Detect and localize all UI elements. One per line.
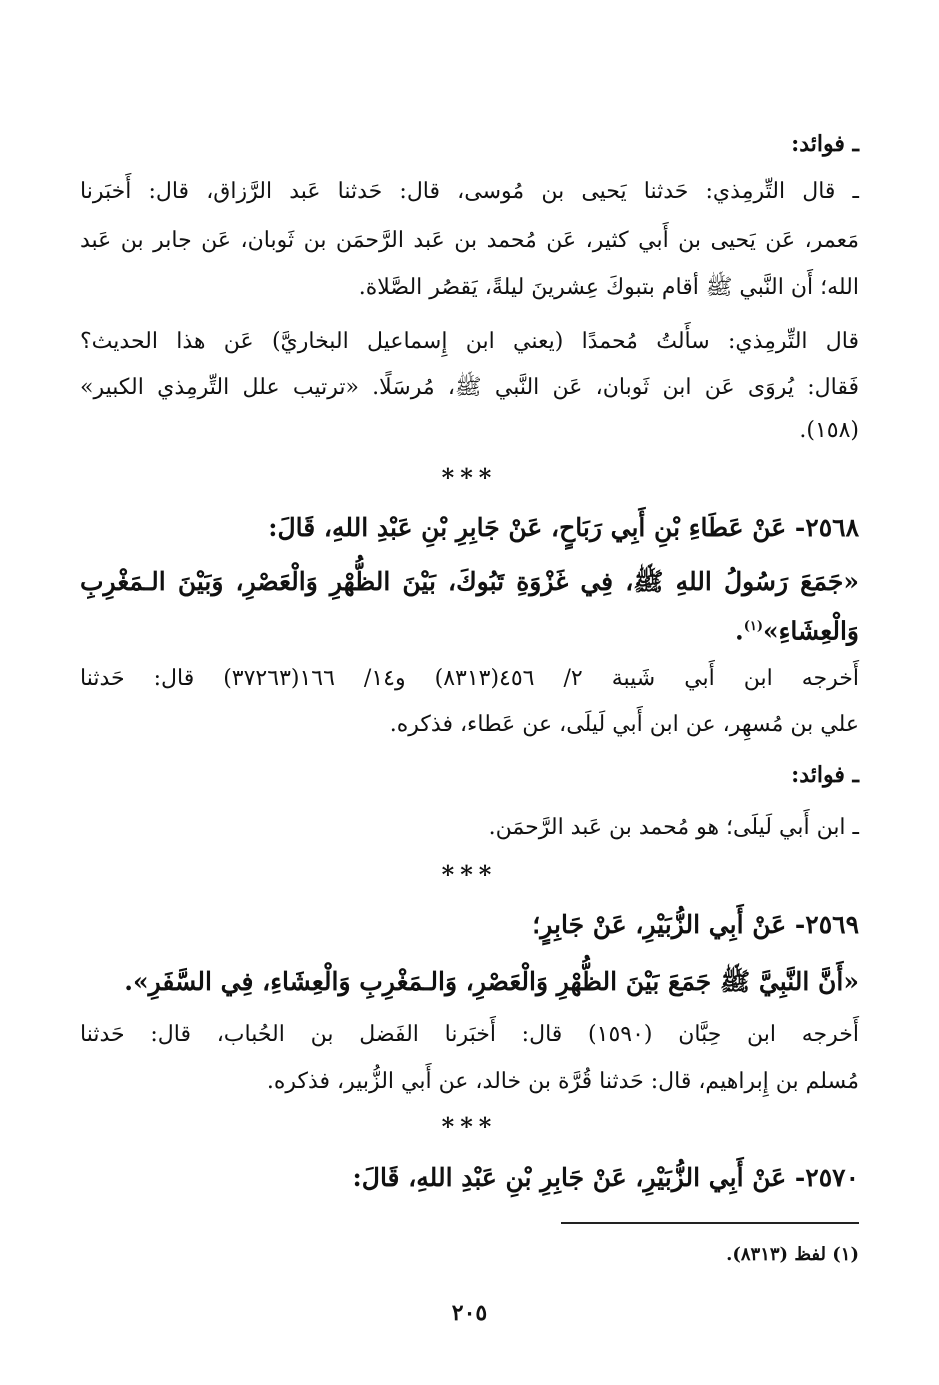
- section-separator: ***: [441, 860, 498, 889]
- fawaid-heading-1: ـ فوائد:: [791, 131, 859, 157]
- hadith-2569-takhrij: مُسلم بن إِبراهيم، قال: حَدثنا قُرَّة بن خالد، عن أَبي الزُّبير، فذكره.: [266, 1069, 859, 1094]
- hadith-2568-matn-text: وَالْعِشَاءِ»: [763, 616, 859, 646]
- fawaid-line: ـ قال التِّرمِذي: حَدثنا يَحيى بن مُوسى، قال: حَدثنا عَبد الرَّزاق، قال: أَخبَرنا: [80, 179, 859, 204]
- hadith-2568-takhrij: أَخرجه ابن أَبي شَيبة ٢/ ٤٥٦(٨٣١٣) و١٤/ ١٦٦(٣٧٢٦٣) قال: حَدثنا: [80, 666, 859, 691]
- footnote: (١) لفظ (٨٣١٣).: [726, 1244, 859, 1265]
- section-separator: ***: [441, 1112, 498, 1141]
- hadith-2569-matn: «أَنَّ النَّبِيَّ ﷺ جَمَعَ بَيْنَ الظُّهْرِ وَالْعَصْرِ، وَالـمَغْرِبِ وَالْعِشَاءِ، فِي السَّفَرِ».: [124, 967, 859, 996]
- section-separator: ***: [441, 463, 498, 492]
- hadith-2568-takhrij: علي بن مُسهِر، عن ابن أَبي لَيلَى، عن عَطاء، فذكره.: [389, 712, 859, 737]
- hadith-2569-takhrij: أَخرجه ابن حِبَّان (١٥٩٠) قال: أَخبَرنا الفَضل بن الحُباب، قال: حَدثنا: [80, 1022, 860, 1047]
- footnote-divider: [561, 1222, 859, 1224]
- fawaid-line: قال التِّرمِذي: سأَلتُ مُحمدًا (يعني ابن إِسماعيل البخاريَّ) عَن هذا الحديث؟: [80, 329, 859, 354]
- fawaid-line: (١٥٨).: [799, 418, 859, 443]
- hadith-2570-isnad: ٢٥٧٠- عَنْ أَبِي الزُّبَيْرِ، عَنْ جَابِرِ بْنِ عَبْدِ اللهِ، قَالَ:: [352, 1163, 859, 1192]
- hadith-2568-matn: «جَمَعَ رَسُولُ اللهِ ﷺ، فِي غَزْوَةِ تَبُوكَ، بَيْنَ الظُّهْرِ وَالْعَصْرِ، وَبَيْنَ الـمَغْرِبِ: [80, 567, 859, 596]
- hadith-2568-isnad: ٢٥٦٨- عَنْ عَطَاءِ بْنِ أَبِي رَبَاحٍ، عَنْ جَابِرِ بْنِ عَبْدِ اللهِ، قَالَ:: [268, 513, 859, 542]
- fawaid-note: ـ ابن أَبي لَيلَى؛ هو مُحمد بن عَبد الرَّحمَن.: [488, 815, 859, 840]
- fawaid-line: الله؛ أَن النَّبي ﷺ أقام بتبوكَ عِشرينَ ليلةً، يَقصُر الصَّلاة.: [358, 275, 859, 300]
- footnote-ref: (١): [743, 619, 763, 634]
- hadith-2568-matn-end: [735, 607, 859, 651]
- period: .: [734, 616, 744, 646]
- fawaid-line: فَقال: يُروَى عَن ابن ثَوبان، عَن النَّبي ﷺ، مُرسَلًا. «ترتيب علل التِّرمِذي الكبير»: [80, 375, 859, 400]
- hadith-2569-isnad: ٢٥٦٩- عَنْ أَبِي الزُّبَيْرِ، عَنْ جَابِرٍ؛: [532, 910, 859, 939]
- page-number: ٢٠٥: [451, 1300, 488, 1326]
- fawaid-line: مَعمر، عَن يَحيى بن أَبي كثير، عَن مُحمد بن عَبد الرَّحمَن بن ثَوبان، عَن جابر بن عَبد: [80, 228, 859, 253]
- fawaid-heading-2: ـ فوائد:: [791, 762, 859, 788]
